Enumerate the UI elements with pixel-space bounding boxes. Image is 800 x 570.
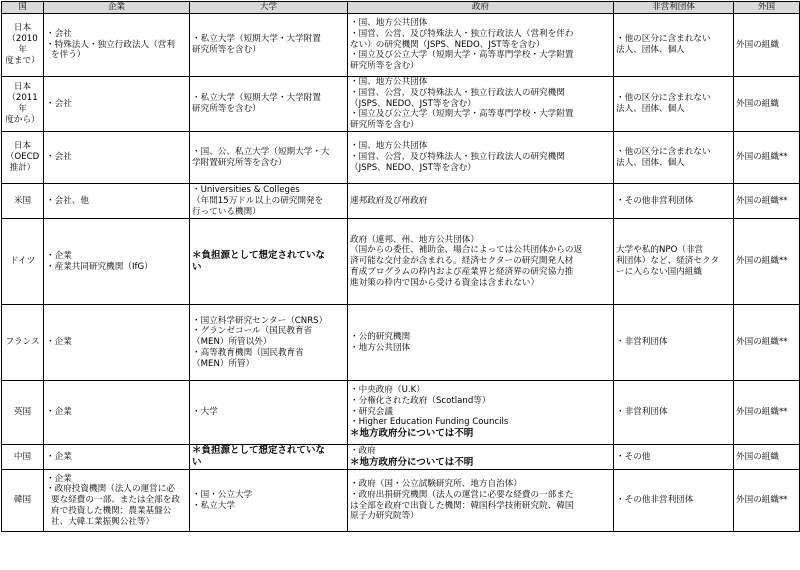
foreign-line: 外国の組織** [736,256,788,267]
table-row [2,219,800,305]
header-country: 国 [2,2,44,14]
nonprofit-line: ーに入らない国内組織 [616,267,702,278]
cell-enterprise [44,381,190,445]
university-line: （MEN）所管） [192,358,255,369]
cell-country [2,14,44,77]
enterprise-line: ・政府投資機関（法人の運営に必 [46,484,175,495]
cell-country [2,381,44,445]
funding-source-table [1,1,800,532]
university-line: ・国・公立大学 [192,489,253,500]
cell-nonprofit [614,14,734,77]
government-line: ・地方公共団体 [350,342,411,353]
foreign-line: 外国の組織** [736,195,788,206]
government-line: ・中央政府（U.K） [350,385,425,395]
government-line: ・政府出捐研究機関（法人の運営に必要な経費の一部また [350,489,574,500]
cell-foreign [734,14,800,77]
university-line: ＊負担源として想定されていな [192,249,326,261]
header-nonprofit: 非営利団体 [614,2,734,14]
cell-university [190,77,348,132]
header-enterprise: 企業 [44,2,190,14]
nonprofit-line: 法人、団体、個人 [616,45,685,55]
country-line: （2011年 [7,93,38,115]
nonprofit-line: 大学や私的NPO（非営 [616,245,704,256]
cell-foreign [734,132,800,184]
university-line: ・国、公、私立大学（短期大学・大 [192,146,330,157]
foreign-line: 外国の組織** [736,152,788,163]
cell-nonprofit [614,77,734,132]
cell-foreign [734,77,800,132]
university-line: 研究所等を含む） [192,104,261,115]
government-line: 政府（連邦、州、地方公共団体） [350,234,479,245]
cell-government [348,14,614,77]
foreign-line: 外国の組織 [736,39,779,50]
table-row [2,184,800,219]
government-line: ＊地方政府分については不明 [350,456,474,468]
cell-country [2,445,44,470]
cell-government [348,184,614,219]
government-line: （JSPS、NEDO、JST等を含む） [350,98,476,109]
table-row [2,14,800,77]
university-line: ・大学 [192,407,218,418]
nonprofit-line: 利団体）など、経済セクタ [616,256,719,267]
government-line: ・国営、公営、及び特殊法人・独立行政法人の研究機関 [350,87,565,98]
government-line: （JSPS、NEDO、JST等を含む） [350,163,476,174]
government-line: ・政府（国・公立試験研究所、地方自治体） [350,478,522,489]
country-line: 韓国 [13,495,32,506]
enterprise-line: ・会社 [46,28,72,39]
table-row [2,445,800,470]
nonprofit-line: ・非営利団体 [616,407,668,418]
university-line: （MEN）所管以外） [192,337,272,348]
cell-nonprofit [614,470,734,532]
government-line: 連邦政府及び州政府 [350,195,428,206]
cell-country [2,305,44,381]
country-line: 米国 [13,195,32,206]
government-line: ・公的研究機関 [350,331,411,342]
government-line: 済可能な交付金が含まれる。経済セクターの研究開発人材 [350,256,574,267]
government-line: ・国立及び公立大学（短期大学・高等専門学校・大学附置 [350,50,574,61]
cell-nonprofit [614,381,734,445]
government-line: ・分権化された政府（Scotland等） [350,395,491,406]
cell-enterprise [44,305,190,381]
enterprise-line: ・企業 [46,250,72,261]
university-line: 学附置研究所等を含む） [192,157,287,168]
university-line: ・私立大学 [192,500,235,511]
cell-enterprise [44,184,190,219]
cell-university [190,470,348,532]
enterprise-line: 要な経費の一部、または全部を政 [51,495,180,506]
foreign-line: 外国の組織** [736,407,788,418]
enterprise-line: ・会社 [46,152,72,163]
country-line: 度まで） [5,55,40,66]
cell-university [190,14,348,77]
university-line: ・国立科学研究センター（CNRS） [192,315,328,326]
table-row [2,381,800,445]
enterprise-line: 府で投資した機関：農業基盤公 [51,505,172,516]
table-row [2,77,800,132]
government-line: ・国営、公営、及び特殊法人・独立行政法人の研究機関 [350,152,565,163]
cell-foreign [734,305,800,381]
enterprise-line: ・企業 [46,451,72,462]
cell-university [190,381,348,445]
nonprofit-line: ・他の区分に含まれない [616,93,711,104]
header-foreign: 外国 [734,2,800,14]
enterprise-line: ・特殊法人・独立行政法人（営利 [46,39,175,50]
foreign-line: 外国の組織** [736,337,788,348]
government-line: ・Higher Education Funding Councils [350,417,509,428]
government-line: ・国、地方公共団体 [350,77,428,87]
university-line: ・高等教育機関（国民教育省 [192,348,304,359]
government-line: ＊地方政府分については不明 [350,428,474,440]
government-line: ・研究会議 [350,406,393,417]
cell-enterprise [44,132,190,184]
government-line: ・政府 [350,445,376,456]
country-line: 日本 [13,23,32,34]
country-line: 度から） [5,114,40,125]
government-line: （国からの委任、補助金、場合によっては公共団体からの返 [350,245,583,256]
cell-enterprise [44,445,190,470]
government-line: ・国立及び公立大学（短期大学・高等専門学校・大学附置 [350,109,574,120]
cell-country [2,219,44,305]
government-line: ・国、地方公共団体 [350,141,428,152]
cell-enterprise [44,14,190,77]
cell-nonprofit [614,305,734,381]
cell-country [2,77,44,132]
country-line: ドイツ [9,256,36,267]
cell-government [348,445,614,470]
table-row [2,305,800,381]
country-line: 英国 [13,407,32,418]
university-line: ・Universities & Colleges [192,184,300,195]
cell-government [348,219,614,305]
enterprise-line: ・企業 [46,337,72,348]
university-line: 行っている機関） [192,206,261,217]
header-government: 政府 [348,2,614,14]
header-row [2,2,800,14]
nonprofit-line: ・非営利団体 [616,337,668,348]
cell-country [2,132,44,184]
university-line: ・私立大学（短期大学・大学附置 [192,93,321,104]
cell-nonprofit [614,445,734,470]
table-row [2,470,800,532]
government-line: は全部を政府で出資した機関：韓国科学技術研究院、韓国 [350,500,574,511]
nonprofit-line: ・他の区分に含まれない [616,34,711,45]
cell-government [348,470,614,532]
cell-enterprise [44,219,190,305]
cell-nonprofit [614,219,734,305]
enterprise-line: ・企業 [46,473,72,484]
cell-government [348,77,614,132]
cell-nonprofit [614,184,734,219]
university-line: ・私立大学（短期大学・大学附置 [192,34,321,45]
cell-foreign [734,184,800,219]
nonprofit-line: 法人、団体、個人 [616,157,685,168]
cell-university [190,445,348,470]
government-line: 原子力研究院等） [350,511,419,522]
cell-university [190,219,348,305]
government-line: ・国営、公営、及び特殊法人・独立行政法人（営利を伴わ [350,28,574,39]
foreign-line: 外国の組織 [736,451,779,462]
cell-university [190,132,348,184]
country-line: （2010年 [7,34,38,55]
cell-government [348,132,614,184]
nonprofit-line: ・その他 [616,451,651,462]
header-university: 大学 [190,2,348,14]
university-line: ・グランゼコール（国民教育省 [192,326,313,337]
cell-foreign [734,381,800,445]
cell-foreign [734,445,800,470]
cell-university [190,305,348,381]
government-line: 育成プログラムの枠内および産業界と経済界の研究協力推 [350,267,574,278]
government-line: 研究所等を含む） [350,61,419,72]
government-line: ない）の研究機関（JSPS、NEDO、JST等を含む） [350,39,545,50]
country-line: 中国 [13,451,32,462]
university-line: ＊負担源として想定されていな [192,445,326,457]
cell-government [348,381,614,445]
foreign-line: 外国の組織 [736,98,779,109]
enterprise-line: 社、大韓工業振興公社等） [51,516,155,527]
enterprise-line: を伴う） [51,50,86,61]
country-line: 日本 [13,141,32,152]
cell-country [2,184,44,219]
university-line: （年間15万ドル以上の研究開発を [192,195,324,206]
cell-foreign [734,219,800,305]
country-line: 日本 [13,82,32,93]
cell-university [190,184,348,219]
nonprofit-line: 法人、団体、個人 [616,104,685,115]
cell-enterprise [44,470,190,532]
cell-enterprise [44,77,190,132]
enterprise-line: ・企業 [46,407,72,418]
university-line: い [192,261,202,273]
foreign-line: 外国の組織** [736,495,788,506]
cell-nonprofit [614,132,734,184]
enterprise-line: ・会社 [46,98,72,109]
country-line: （OECD [5,152,40,163]
university-line: い [192,457,202,469]
country-line: 推計） [9,163,36,174]
government-line: 研究所等を含む） [350,120,419,131]
nonprofit-line: ・その他非営利団体 [616,195,694,206]
cell-foreign [734,470,800,532]
government-line: ・国、地方公共団体 [350,17,428,28]
country-line: フランス [5,337,40,348]
university-line: 研究所等を含む） [192,45,261,55]
cell-government [348,305,614,381]
table-row [2,132,800,184]
nonprofit-line: ・その他非営利団体 [616,495,694,506]
nonprofit-line: ・他の区分に含まれない [616,146,711,157]
enterprise-line: ・会社、他 [46,195,89,206]
enterprise-line: ・産業共同研究機関（IfG） [46,261,153,272]
cell-country [2,470,44,532]
table-body [2,14,800,532]
government-line: 進対策の枠内で国から受ける資金は含まれない） [350,277,540,288]
